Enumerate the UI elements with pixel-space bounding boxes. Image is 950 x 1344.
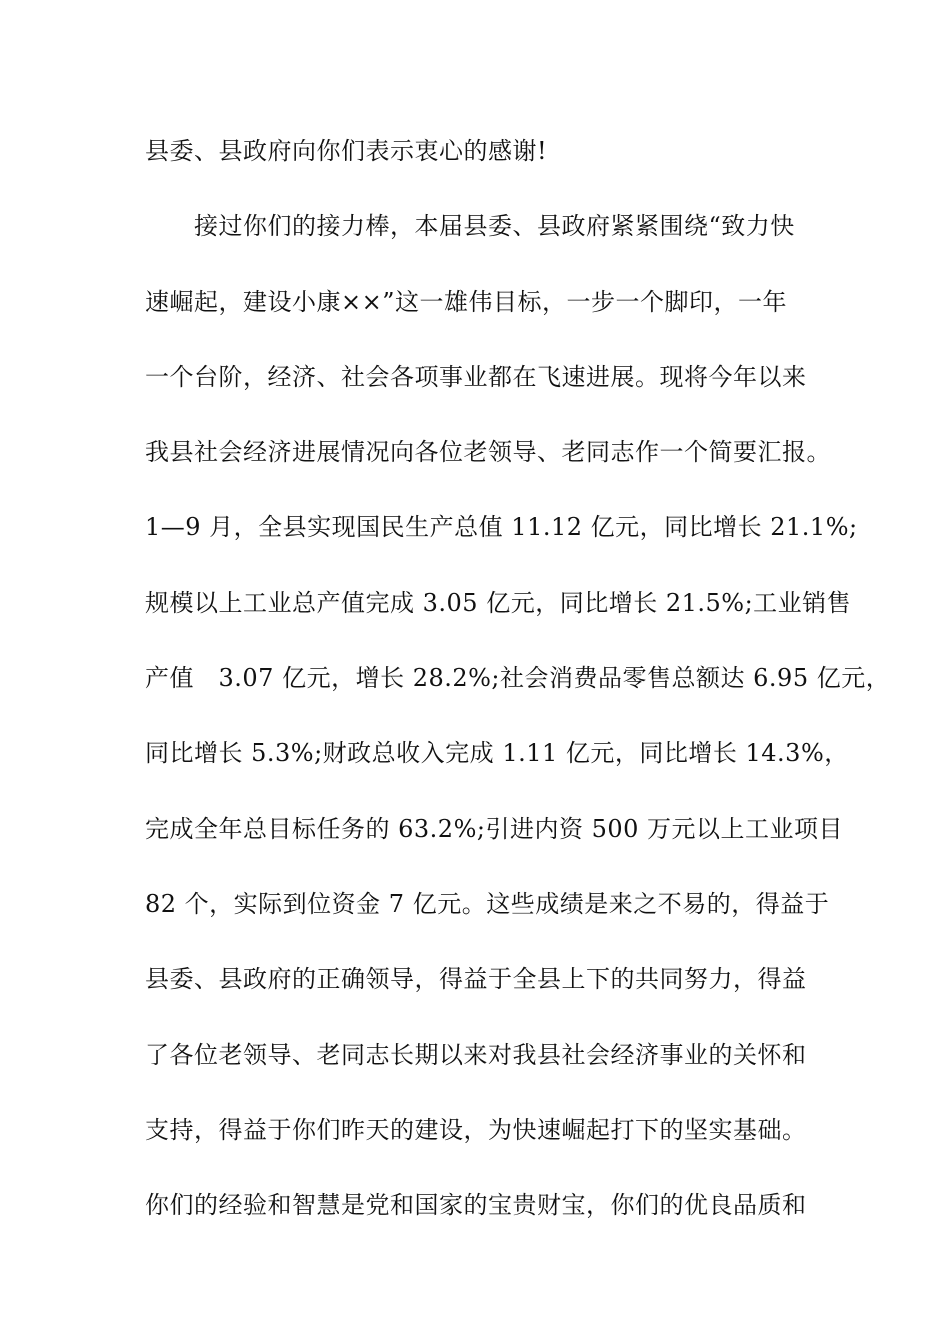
text-line: 产值 3.07 亿元，增长 28.2%;社会消费品零售总额达 6.95 亿元， (145, 664, 891, 693)
text-line: 速崛起，建设小康××”这一雄伟目标，一步一个脚印，一年 (145, 287, 787, 316)
text-line: 一个台阶，经济、社会各项事业都在飞速进展。现将今年以来 (145, 362, 807, 391)
body-text (145, 128, 891, 1257)
text-line: 支持，得益于你们昨天的建设，为快速崛起打下的坚实基础。 (145, 1115, 807, 1144)
text-line: 县委、县政府的正确领导，得益于全县上下的共同努力，得益 (145, 965, 807, 994)
text-line: 我县社会经济进展情况向各位老领导、老同志作一个简要汇报。 (145, 438, 831, 467)
text-line: 接过你们的接力棒，本届县委、县政府紧紧围绕“致力快 (145, 212, 795, 241)
text-line: 82 个，实际到位资金 7 亿元。这些成绩是来之不易的，得益于 (145, 889, 830, 918)
text-line: 1—9 月，全县实现国民生产总值 11.12 亿元，同比增长 21.1%; (145, 513, 858, 542)
text-line: 同比增长 5.3%;财政总收入完成 1.11 亿元，同比增长 14.3%， (145, 739, 849, 768)
text-line: 规模以上工业总产值完成 3.05 亿元，同比增长 21.5%;工业销售 (145, 588, 852, 617)
text-line: 县委、县政府向你们表示衷心的感谢! (145, 137, 548, 165)
text-line: 完成全年总目标任务的 63.2%;引进内资 500 万元以上工业项目 (145, 814, 844, 843)
text-line: 了各位老领导、老同志长期以来对我县社会经济事业的关怀和 (145, 1040, 807, 1069)
text-line: 你们的经验和智慧是党和国家的宝贵财宝，你们的优良品质和 (145, 1191, 807, 1220)
